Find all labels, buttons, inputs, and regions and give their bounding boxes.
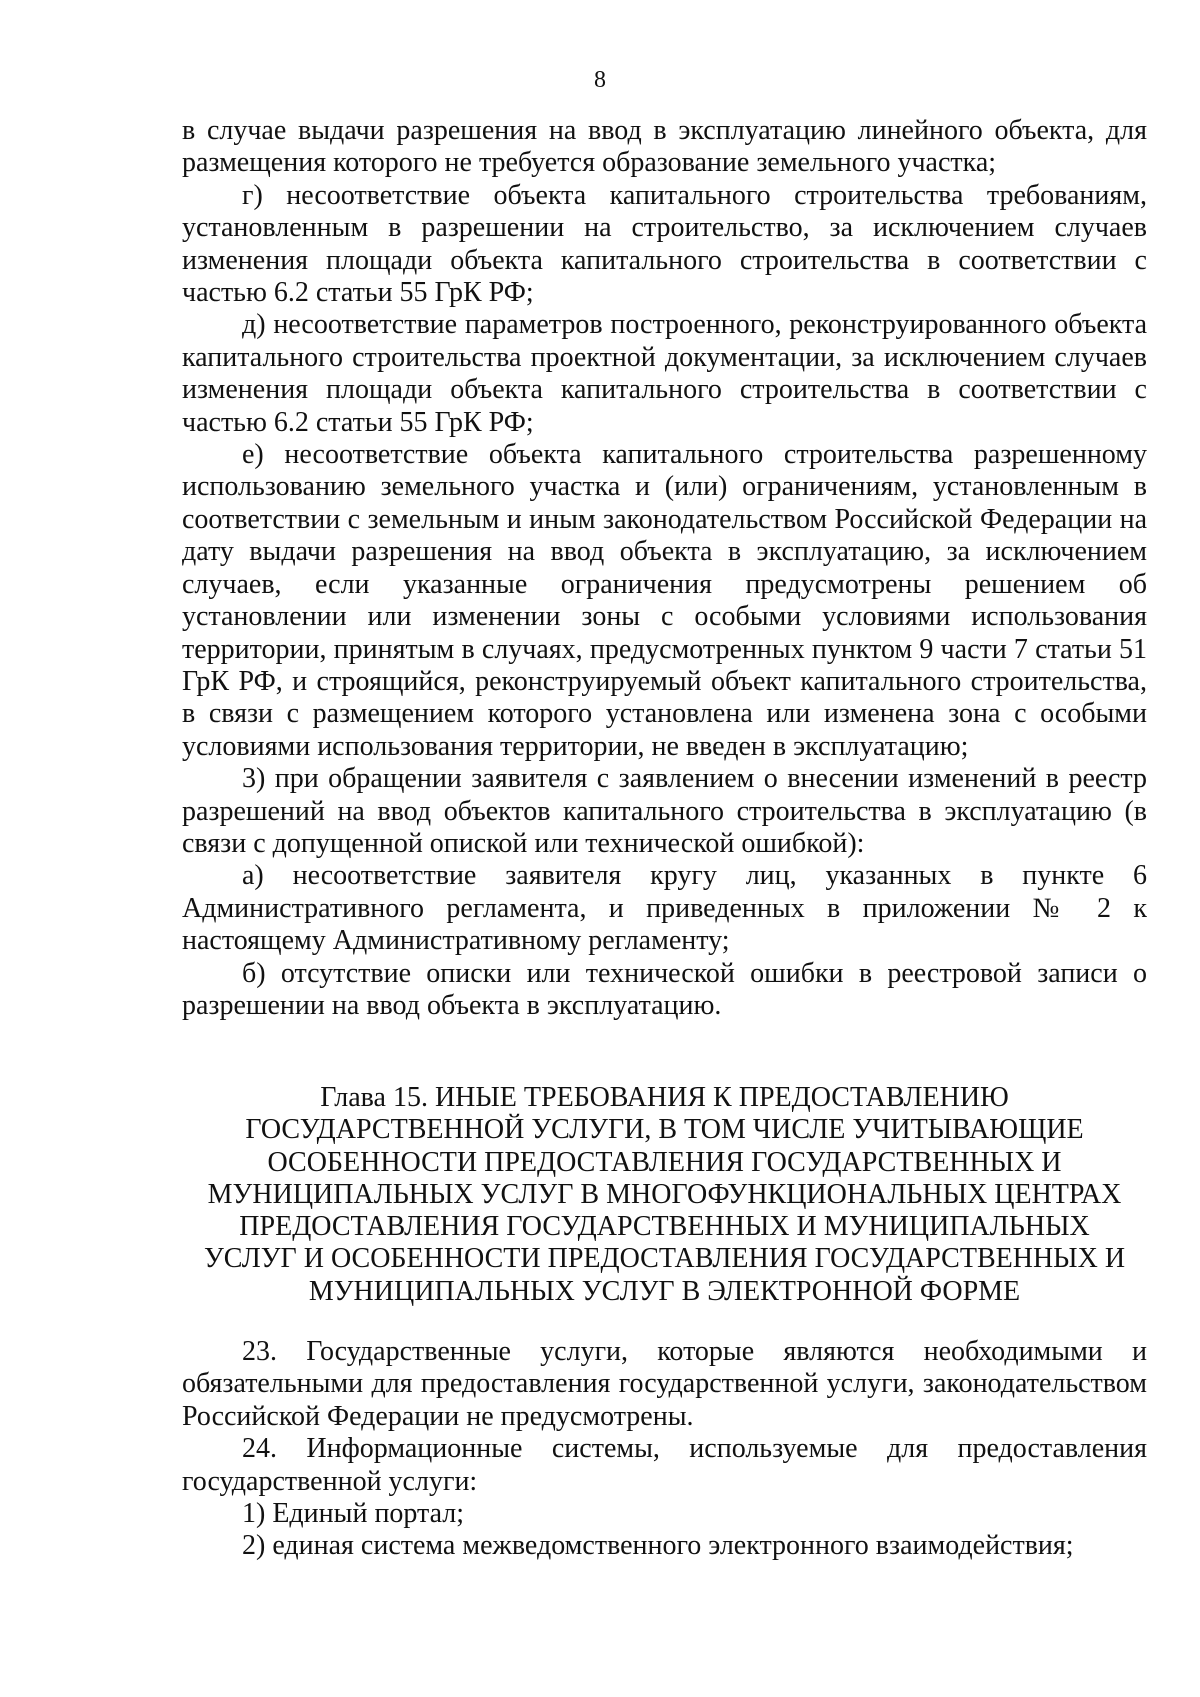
heading-line: ГОСУДАРСТВЕННОЙ УСЛУГИ, В ТОМ ЧИСЛЕ УЧИТЫВАЮЩИЕ — [245, 1114, 1084, 1146]
section-body-top — [182, 115, 1147, 1022]
page-number: 8 — [594, 67, 606, 93]
paragraph-continuation: в случае выдачи разрешения на ввод в эксплуатацию линейного объекта, для размещения которого не требуется образование земельного участка; — [182, 115, 1147, 179]
paragraph-item-a: а) несоответствие заявителя кругу лиц, указанных в пункте 6 Административного регламента, и приведенных в приложении № 2 к настоящему Административному регламенту; — [182, 860, 1147, 957]
paragraph-item-e: е) несоответствие объекта капитального строительства разрешенному использованию земельного участка и (или) ограничениям, установленным в соответствии с земельным и иным законодательством Российской Федерации на дату выдачи разрешения на ввод объекта в эксплуатацию, за исключением случаев, если указанные ограничения предусмотрены решением об установлении или изменении зоны с особыми условиями использования территории, принятым в случаях, предусмотренных пунктом 9 части 7 статьи 51 ГрК РФ, и строящийся, реконструируемый объект капитального строительства, в связи с размещением которого установлена или изменена зона с особыми условиями использования территории, не введен в эксплуатацию; — [182, 439, 1147, 762]
heading-line: МУНИЦИПАЛЬНЫХ УСЛУГ В МНОГОФУНКЦИОНАЛЬНЫХ ЦЕНТРАХ — [207, 1178, 1122, 1210]
paragraph-item-d: д) несоответствие параметров построенного, реконструированного объекта капитального строительства проектной документации, за исключением случаев изменения площади объекта капитального строительства в соответствии с частью 6.2 статьи 55 ГрК РФ; — [182, 309, 1147, 438]
list-item-1: 1) Единый портал; — [242, 1498, 465, 1530]
heading-line: ОСОБЕННОСТИ ПРЕДОСТАВЛЕНИЯ ГОСУДАРСТВЕННЫХ И — [267, 1146, 1062, 1178]
heading-line: ПРЕДОСТАВЛЕНИЯ ГОСУДАРСТВЕННЫХ И МУНИЦИПАЛЬНЫХ — [239, 1211, 1090, 1243]
heading-line: Глава 15. ИНЫЕ ТРЕБОВАНИЯ К ПРЕДОСТАВЛЕНИЮ — [320, 1082, 1009, 1113]
list-item-2: 2) единая система межведомственного электронного взаимодействия; — [242, 1530, 1074, 1562]
paragraph-item-b: б) отсутствие описки или технической ошибки в реестровой записи о разрешении на ввод объекта в эксплуатацию. — [182, 957, 1147, 1021]
paragraph-item-g: г) несоответствие объекта капитального строительства требованиям, установленным в разрешении на строительство, за исключением случаев изменения площади объекта капитального строительства в соответствии с частью 6.2 статьи 55 ГрК РФ; — [182, 179, 1147, 309]
paragraph-item-3: 3) при обращении заявителя с заявлением о внесении изменений в реестр разрешений на ввод объектов капитального строительства в эксплуатацию (в связи с допущенной опиской или технической ошибкой): — [182, 763, 1147, 859]
chapter-heading — [182, 1082, 1147, 1308]
heading-line: МУНИЦИПАЛЬНЫХ УСЛУГ В ЭЛЕКТРОННОЙ ФОРМЕ — [308, 1275, 1021, 1307]
section-body-bottom — [182, 1336, 1147, 1563]
paragraph-23: 23. Государственные услуги, которые являются необходимыми и обязательными для предоставления государственной услуги, законодательством Российской Федерации не предусмотрены. — [182, 1336, 1147, 1432]
paragraph-24: 24. Информационные системы, используемые для предоставления государственной услуги: — [182, 1433, 1147, 1497]
heading-line: УСЛУГ И ОСОБЕННОСТИ ПРЕДОСТАВЛЕНИЯ ГОСУДАРСТВЕННЫХ И — [203, 1243, 1126, 1275]
